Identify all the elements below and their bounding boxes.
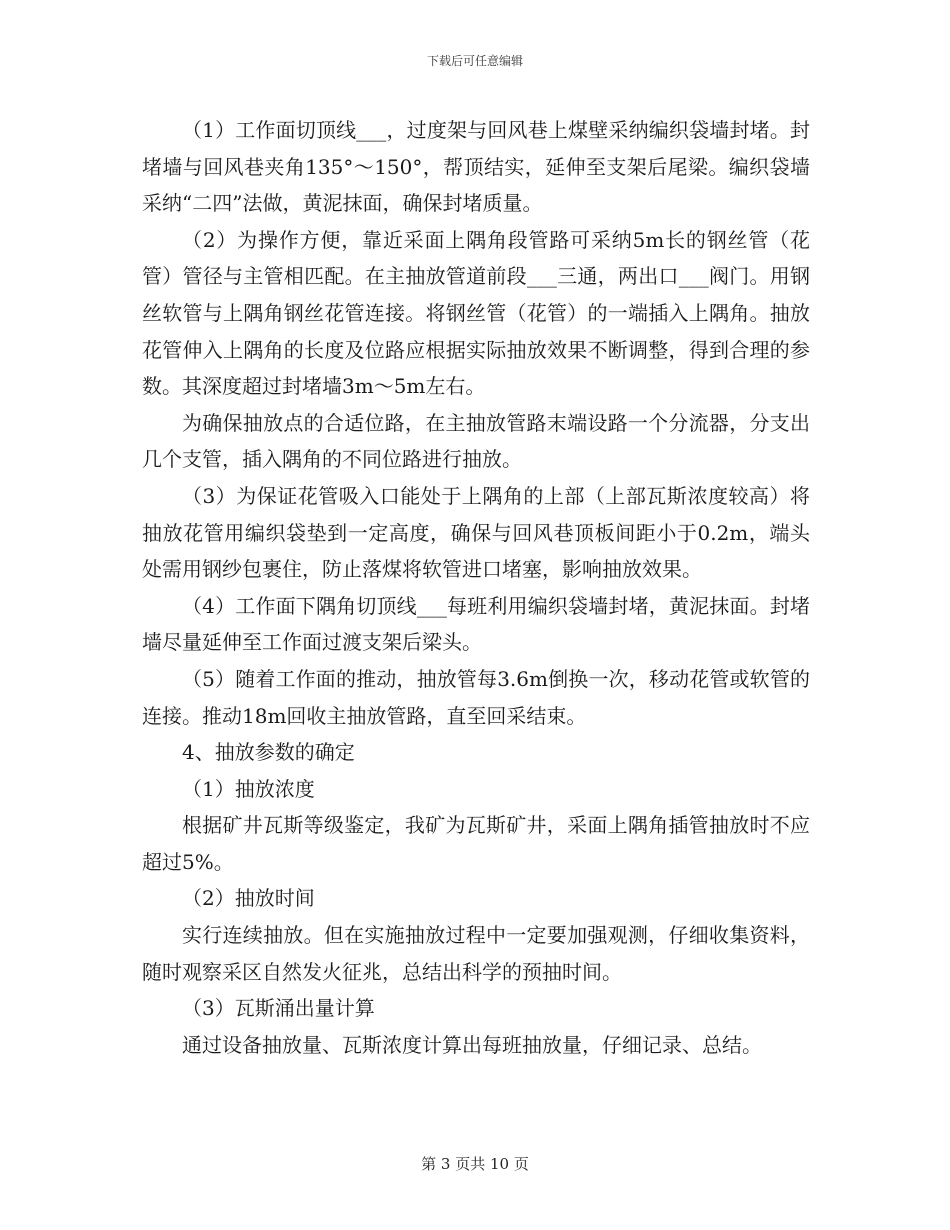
- subheading-time: （2）抽放时间: [182, 886, 315, 911]
- paragraph-gas-emission: 通过设备抽放量、瓦斯浓度计算出每班抽放量，仔细记录、总结。: [182, 1032, 762, 1057]
- paragraph-4: （3）为保证花管吸入口能处于上隅角的上部（上部瓦斯浓度较高）将抽放花管用编织袋垫到一定高度，确保与回风巷顶板间距小于0.2m，端头处需用钢纱包裹住，防止落煤将软管进口堵塞，影响抽放效果。: [142, 483, 810, 582]
- paragraph-3: 为确保抽放点的合适位路，在主抽放管路末端设路一个分流器，分支出几个支管，插入隅角的不同位路进行抽放。: [142, 410, 810, 472]
- subheading-concentration: （1）抽放浓度: [182, 776, 315, 801]
- paragraph-1: （1）工作面切顶线___，过度架与回风巷上煤壁采纳编织袋墙封堵。封堵墙与回风巷夹角135°～150°，帮顶结实，延伸至支架后尾梁。编织袋墙采纳“二四”法做，黄泥抹面，确保封堵质量。: [142, 118, 810, 216]
- paragraph-5: （4）工作面下隅角切顶线___每班利用编织袋墙封堵，黄泥抹面。封堵墙尽量延伸至工作面过渡支架后梁头。: [142, 593, 810, 655]
- paragraph-concentration: 根据矿井瓦斯等级鉴定，我矿为瓦斯矿井，采面上隅角插管抽放时不应超过5%。: [142, 813, 810, 874]
- document-body: [142, 112, 810, 1063]
- page-footer: 第 3 页共 10 页: [421, 1155, 529, 1173]
- paragraph-6: （5）随着工作面的推动，抽放管每3.6m倒换一次，移动花管或软管的连接。推动18m回收主抽放管路，直至回采结束。: [142, 666, 810, 728]
- section-heading: 4、抽放参数的确定: [182, 740, 355, 765]
- page-header: 下载后可任意编辑: [426, 54, 523, 68]
- subheading-gas-emission: （3）瓦斯涌出量计算: [182, 996, 375, 1021]
- paragraph-time: 实行连续抽放。但在实施抽放过程中一定要加强观测，仔细收集资料，随时观察采区自然发火征兆，总结出科学的预抽时间。: [142, 923, 810, 984]
- paragraph-2: （2）为操作方便，靠近采面上隅角段管路可采纳5m长的钢丝管（花管）管径与主管相匹配。在主抽放管道前段___三通，两出口___阀门。用钢丝软管与上隅角钢丝花管连接。将钢丝管（花管）的一端插入上隅角。抽放花管伸入上隅角的长度及位路应根据实际抽放效果不断调整，得到合理的参数。其深度超过封堵墙3m～5m左右。: [142, 227, 810, 399]
